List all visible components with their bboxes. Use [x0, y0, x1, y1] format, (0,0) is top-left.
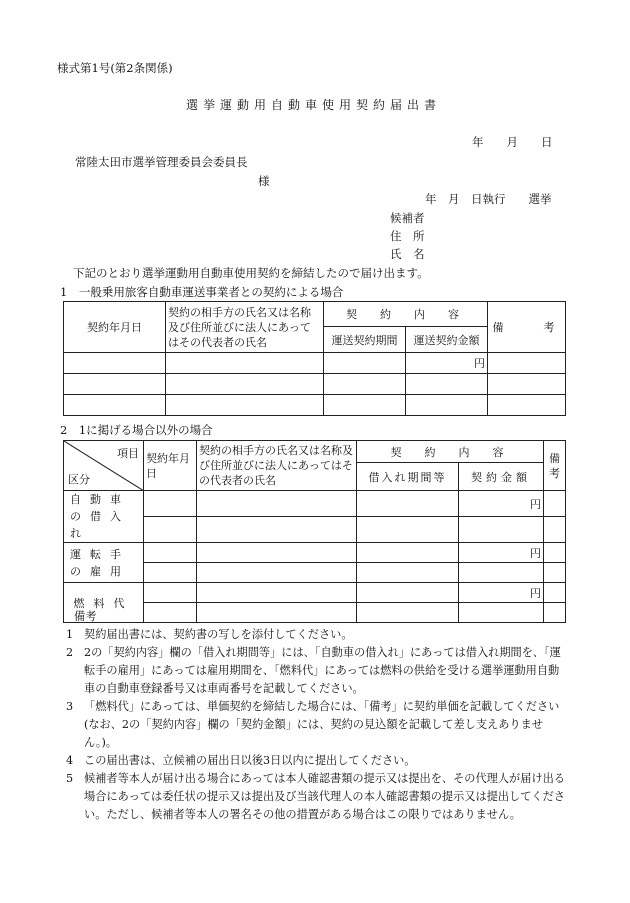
- s2-r1a-party[interactable]: [197, 491, 357, 517]
- s1-r1-amount[interactable]: 円: [406, 353, 488, 374]
- election-line: 年 月 日執行 選挙: [425, 192, 552, 206]
- s2-r2b-amount[interactable]: [459, 563, 544, 583]
- table-row: [64, 374, 566, 395]
- notes-heading: 備考: [74, 610, 97, 623]
- s1-r3-date[interactable]: [64, 395, 166, 416]
- s2-r1a-amount[interactable]: 円: [459, 491, 544, 517]
- s2-r2b-party[interactable]: [197, 563, 357, 583]
- s1-col-party: 契約の相手方の氏名又は名称及び住所並びに法人にあってはその代表者の氏名: [166, 302, 324, 353]
- s2-corner-item: 項目: [117, 447, 139, 460]
- s2-col-party: 契約の相手方の氏名又は名称及び住所並びに法人にあってはその代表者の氏名: [197, 441, 357, 491]
- s2-col-amount: 契約金額: [459, 463, 544, 491]
- note-number: 1: [66, 628, 74, 641]
- s2-row2-label: 運転手の雇用: [64, 543, 144, 583]
- s2-r2b-remarks[interactable]: [544, 563, 566, 583]
- s1-r3-period[interactable]: [324, 395, 406, 416]
- form-number: 様式第1号(第2条関係): [57, 61, 173, 75]
- s2-r1b-party[interactable]: [197, 517, 357, 543]
- s2-r3a-remarks[interactable]: [544, 583, 566, 603]
- table-row: [64, 491, 566, 517]
- date-line: 年 月 日: [472, 135, 553, 149]
- s2-col-content: 契 約 内 容: [357, 441, 544, 463]
- s1-r1-remarks[interactable]: [488, 353, 566, 374]
- s1-col-date: 契約年月日: [64, 302, 166, 353]
- s1-col-content: 契 約 内 容: [324, 302, 488, 327]
- s1-col-period: 運送契約期間: [324, 327, 406, 353]
- note-item: [66, 626, 566, 644]
- s2-r1a-remarks[interactable]: [544, 491, 566, 517]
- note-number: 3: [66, 700, 74, 713]
- note-item: [66, 752, 566, 770]
- note-number: 2: [66, 646, 74, 659]
- section2-heading: 2 1に掲げる場合以外の場合: [60, 423, 213, 437]
- s1-r3-party[interactable]: [166, 395, 324, 416]
- s2-row3-label: 燃料代: [64, 583, 144, 623]
- s2-r1b-date[interactable]: [144, 517, 197, 543]
- s2-col-date: 契約年月日: [144, 441, 197, 491]
- table-row: [64, 353, 566, 374]
- s1-col-amount: 運送契約金額: [406, 327, 488, 353]
- section1-heading: 1 一般乗用旅客自動車運送事業者との契約による場合: [60, 285, 344, 299]
- s2-r1b-period[interactable]: [357, 517, 459, 543]
- s2-r3a-period[interactable]: [357, 583, 459, 603]
- note-number: 5: [66, 772, 74, 785]
- note-number: 4: [66, 754, 74, 767]
- table-row: [64, 543, 566, 563]
- s2-r1b-remarks[interactable]: [544, 517, 566, 543]
- note-text: この届出書は、立候補の届出日以後3日以内に提出してください。: [84, 754, 416, 767]
- note-item: [66, 770, 566, 824]
- s1-r2-amount[interactable]: [406, 374, 488, 395]
- s1-r2-period[interactable]: [324, 374, 406, 395]
- note-item: [66, 644, 566, 698]
- s2-r2a-amount[interactable]: 円: [459, 543, 544, 563]
- page-title: 選挙運動用自動車使用契約届出書: [186, 98, 442, 112]
- note-item: [66, 698, 566, 752]
- s1-r1-party[interactable]: [166, 353, 324, 374]
- notes: [66, 608, 566, 824]
- s2-r2b-period[interactable]: [357, 563, 459, 583]
- s2-r2a-period[interactable]: [357, 543, 459, 563]
- s1-r3-amount[interactable]: [406, 395, 488, 416]
- s2-r1a-date[interactable]: [144, 491, 197, 517]
- section2-table: [63, 440, 566, 623]
- s2-corner-kubun: 区分: [68, 473, 90, 486]
- s2-r3a-date[interactable]: [144, 583, 197, 603]
- s2-r1a-period[interactable]: [357, 491, 459, 517]
- address-label: 住 所: [390, 229, 425, 243]
- s1-r1-date[interactable]: [64, 353, 166, 374]
- addressee: 常陸太田市選挙管理委員会委員長: [75, 155, 248, 169]
- s1-r2-party[interactable]: [166, 374, 324, 395]
- s1-r1-period[interactable]: [324, 353, 406, 374]
- s2-r1b-amount[interactable]: [459, 517, 544, 543]
- table-row: [64, 395, 566, 416]
- s2-col-period: 借入れ期間等: [357, 463, 459, 491]
- s1-r3-remarks[interactable]: [488, 395, 566, 416]
- s1-r2-remarks[interactable]: [488, 374, 566, 395]
- s1-col-remarks: 備 考: [488, 302, 566, 353]
- candidate-label: 候補者: [390, 211, 425, 225]
- note-text: 契約届出書には、契約書の写しを添付してください。: [84, 628, 353, 641]
- s2-r2b-date[interactable]: [144, 563, 197, 583]
- s2-r2a-remarks[interactable]: [544, 543, 566, 563]
- name-label: 氏 名: [390, 247, 425, 261]
- note-text: 候補者等本人が届け出る場合にあっては本人確認書類の提示又は提出を、その代理人が届け出る場合にあっては委任状の提示又は提出及び当該代理人の本人確認書類の提示又は提出してください。ただし、候補者等本人の署名その他の措置がある場合はこの限りではありません。: [84, 772, 565, 821]
- s2-row1-label: 自動車の借入れ: [64, 491, 144, 543]
- s2-corner: [64, 441, 144, 491]
- s2-r3a-amount[interactable]: 円: [459, 583, 544, 603]
- s2-col-remarks: 備考: [544, 441, 566, 491]
- note-text: 2の「契約内容」欄の「借入れ期間等」には、「自動車の借入れ」にあっては借入れ期間を、「運転手の雇用」にあっては雇用期間を、「燃料代」にあっては燃料の供給を受ける選挙運動用自動車の自動車登録番号又は車両番号を記載してください。: [84, 646, 561, 695]
- s2-r2a-date[interactable]: [144, 543, 197, 563]
- table-row: [64, 583, 566, 603]
- intro-text: 下記のとおり選挙運動用自動車使用契約を締結したので届け出ます。: [73, 266, 429, 280]
- honorific: 様: [258, 174, 270, 188]
- s1-r2-date[interactable]: [64, 374, 166, 395]
- section1-table: [63, 301, 566, 416]
- s2-r3a-party[interactable]: [197, 583, 357, 603]
- note-text: 「燃料代」にあっては、単価契約を締結した場合には、「備考」に契約単価を記載してください(なお、2の「契約内容」欄の「契約金額」には、契約の見込額を記載して差し支えありません。)。: [84, 700, 560, 749]
- s2-r2a-party[interactable]: [197, 543, 357, 563]
